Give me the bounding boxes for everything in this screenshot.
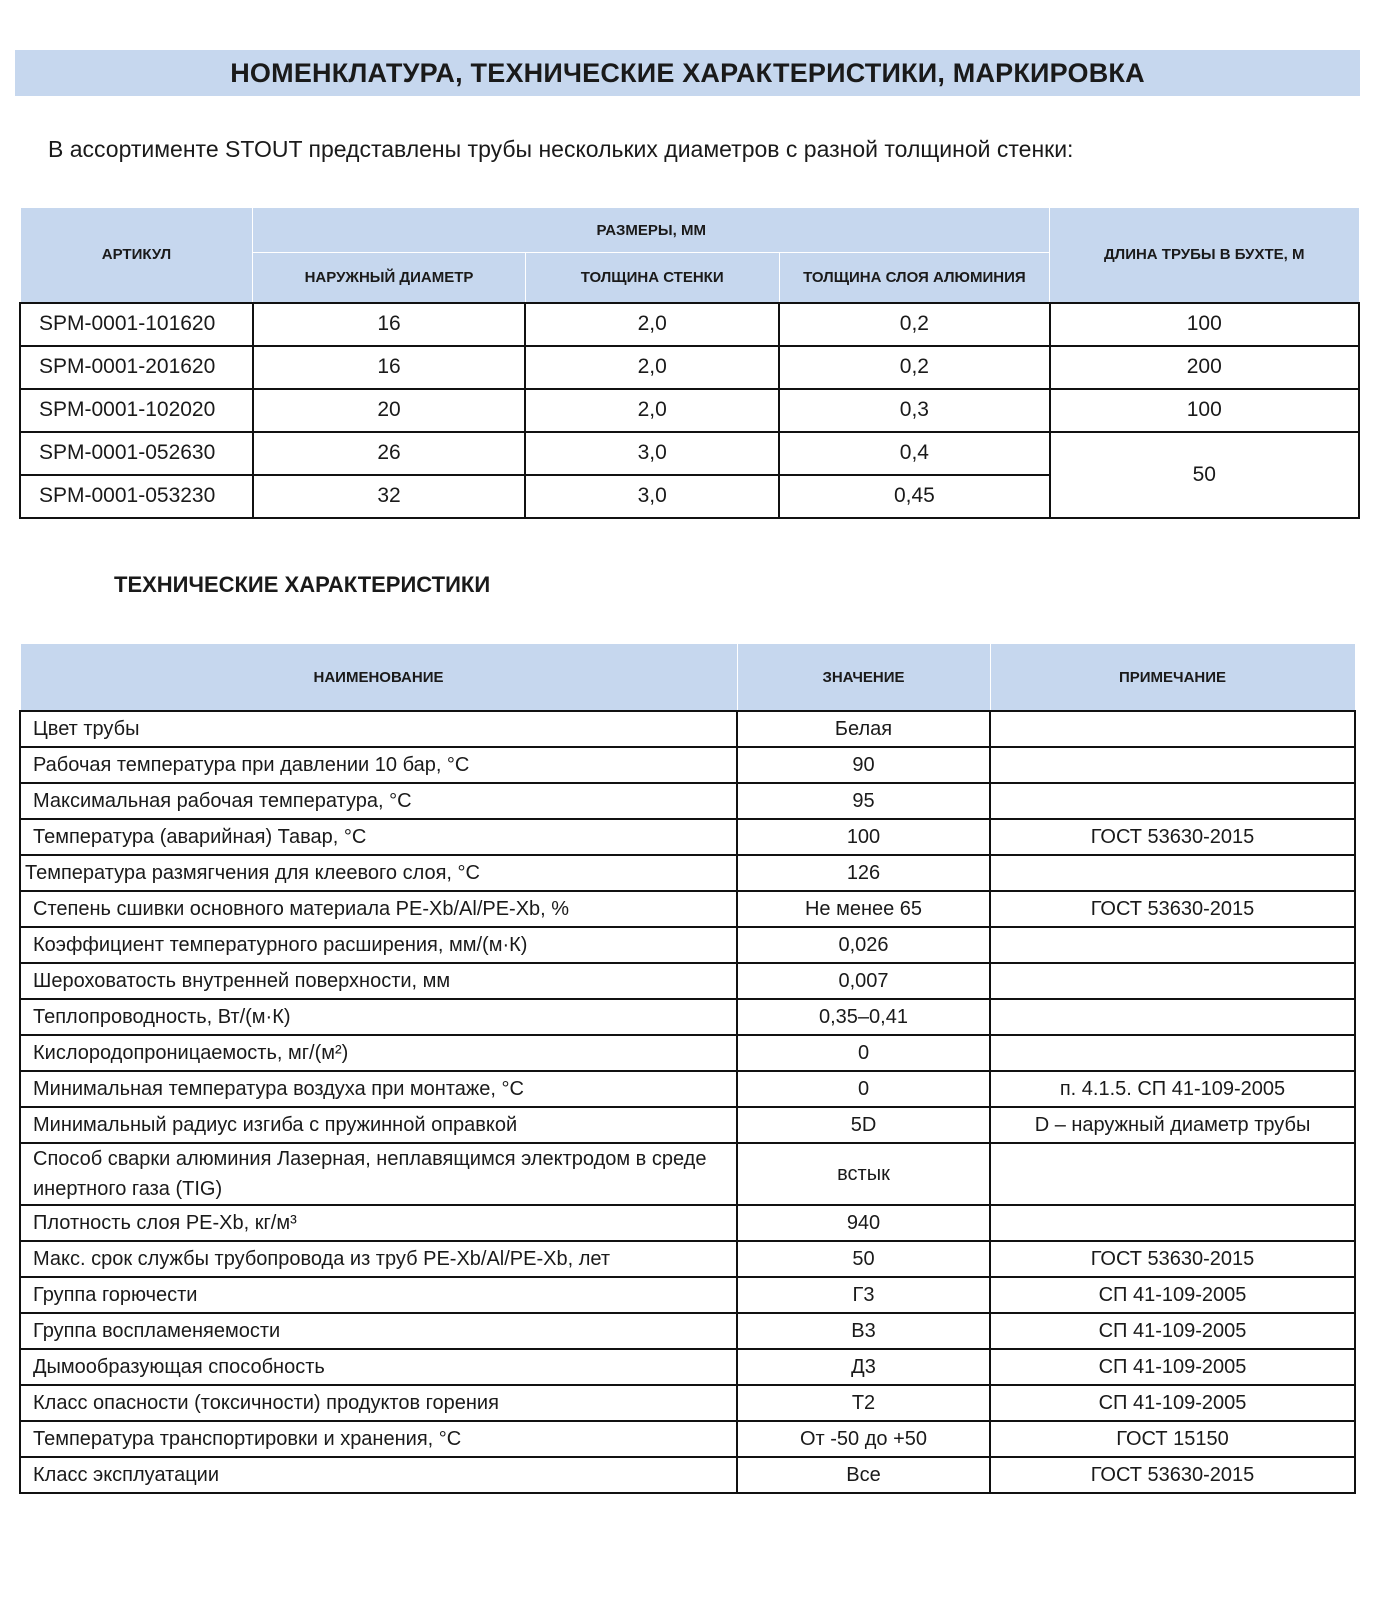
page-title: НОМЕНКЛАТУРА, ТЕХНИЧЕСКИЕ ХАРАКТЕРИСТИКИ, МАРКИРОВКА <box>230 57 1145 88</box>
spec-value: 0,35–0,41 <box>737 999 990 1035</box>
spec-note: ГОСТ 53630-2015 <box>990 819 1355 855</box>
table-row <box>20 1071 1355 1107</box>
article-cell: SPM-0001-101620 <box>20 303 253 346</box>
table-row <box>20 819 1355 855</box>
header-name: НАИМЕНОВАНИЕ <box>20 644 737 712</box>
spec-value: 0,007 <box>737 963 990 999</box>
header-wall-thickness: ТОЛЩИНА СТЕНКИ <box>525 253 779 303</box>
spec-name: Минимальная температура воздуха при монтаже, °С <box>20 1071 737 1107</box>
spec-note <box>990 747 1355 783</box>
table-row <box>20 747 1355 783</box>
outer-diameter-cell: 32 <box>253 475 525 518</box>
spec-name: Рабочая температура при давлении 10 бар, °С <box>20 747 737 783</box>
outer-diameter-cell: 16 <box>253 346 525 389</box>
header-value: ЗНАЧЕНИЕ <box>737 644 990 712</box>
spec-note <box>990 711 1355 747</box>
spec-value: Не менее 65 <box>737 891 990 927</box>
spec-note: п. 4.1.5. СП 41-109-2005 <box>990 1071 1355 1107</box>
spec-name: Группа воспламеняемости <box>20 1313 737 1349</box>
spec-value: 0,026 <box>737 927 990 963</box>
spec-value: Г3 <box>737 1277 990 1313</box>
table-row <box>20 963 1355 999</box>
spec-note <box>990 783 1355 819</box>
table-row <box>20 1313 1355 1349</box>
nomenclature-table <box>19 207 1360 519</box>
table-row <box>20 1205 1355 1241</box>
table-row <box>20 1385 1355 1421</box>
outer-diameter-cell: 20 <box>253 389 525 432</box>
table-row <box>20 1421 1355 1457</box>
page-title-banner <box>15 50 1360 96</box>
wall-thickness-cell: 3,0 <box>525 432 779 475</box>
specs-section-title: ТЕХНИЧЕСКИЕ ХАРАКТЕРИСТИКИ <box>114 572 491 597</box>
spec-note <box>990 1205 1355 1241</box>
table-row <box>20 783 1355 819</box>
spec-name: Плотность слоя PE-Xb, кг/м³ <box>20 1205 737 1241</box>
spec-name: Класс эксплуатации <box>20 1457 737 1493</box>
spec-name: Группа горючести <box>20 1277 737 1313</box>
spec-value: встык <box>737 1143 990 1205</box>
table-row <box>20 999 1355 1035</box>
wall-thickness-cell: 2,0 <box>525 303 779 346</box>
table-row <box>20 855 1355 891</box>
spec-name: Шероховатость внутренней поверхности, мм <box>20 963 737 999</box>
table-row <box>20 711 1355 747</box>
spec-note: ГОСТ 15150 <box>990 1421 1355 1457</box>
spec-value: 126 <box>737 855 990 891</box>
article-cell: SPM-0001-053230 <box>20 475 253 518</box>
aluminum-layer-cell: 0,4 <box>779 432 1049 475</box>
spec-value: От -50 до +50 <box>737 1421 990 1457</box>
coil-length-cell: 100 <box>1050 303 1360 346</box>
aluminum-layer-cell: 0,2 <box>779 346 1049 389</box>
table-row <box>20 389 1359 432</box>
coil-length-cell: 200 <box>1050 346 1360 389</box>
table-row <box>20 1457 1355 1493</box>
spec-value: 940 <box>737 1205 990 1241</box>
spec-name: Кислородопроницаемость, мг/(м²) <box>20 1035 737 1071</box>
spec-note: ГОСТ 53630-2015 <box>990 1457 1355 1493</box>
spec-value: 90 <box>737 747 990 783</box>
spec-name: Способ сварки алюминия Лазерная, неплавящимся электродом в среде инертного газа (TIG) <box>20 1143 737 1205</box>
spec-name: Температура размягчения для клеевого слоя, °С <box>20 855 737 891</box>
spec-name: Макс. срок службы трубопровода из труб PE-Xb/Al/PE-Xb, лет <box>20 1241 737 1277</box>
spec-note: D – наружный диаметр трубы <box>990 1107 1355 1143</box>
spec-name: Максимальная рабочая температура, °С <box>20 783 737 819</box>
spec-value: Все <box>737 1457 990 1493</box>
spec-name: Класс опасности (токсичности) продуктов горения <box>20 1385 737 1421</box>
wall-thickness-cell: 2,0 <box>525 389 779 432</box>
specs-table <box>19 643 1356 1494</box>
spec-note: ГОСТ 53630-2015 <box>990 891 1355 927</box>
outer-diameter-cell: 26 <box>253 432 525 475</box>
spec-note: СП 41-109-2005 <box>990 1349 1355 1385</box>
header-note: ПРИМЕЧАНИЕ <box>990 644 1355 712</box>
spec-name: Коэффициент температурного расширения, мм/(м·К) <box>20 927 737 963</box>
coil-length-cell: 100 <box>1050 389 1360 432</box>
spec-name: Температура (аварийная) Тавар, °С <box>20 819 737 855</box>
spec-name: Минимальный радиус изгиба с пружинной оправкой <box>20 1107 737 1143</box>
table-row <box>20 432 1359 475</box>
spec-name: Цвет трубы <box>20 711 737 747</box>
spec-name: Степень сшивки основного материала PE-Xb/Al/PE-Xb, % <box>20 891 737 927</box>
spec-value: 0 <box>737 1035 990 1071</box>
article-cell: SPM-0001-201620 <box>20 346 253 389</box>
table-row <box>20 1277 1355 1313</box>
table-row <box>20 891 1355 927</box>
spec-value: Белая <box>737 711 990 747</box>
aluminum-layer-cell: 0,45 <box>779 475 1049 518</box>
wall-thickness-cell: 2,0 <box>525 346 779 389</box>
spec-note: ГОСТ 53630-2015 <box>990 1241 1355 1277</box>
table-row <box>20 927 1355 963</box>
spec-name: Дымообразующая способность <box>20 1349 737 1385</box>
table-row <box>20 1035 1355 1071</box>
header-article: АРТИКУЛ <box>20 208 253 303</box>
outer-diameter-cell: 16 <box>253 303 525 346</box>
spec-value: Т2 <box>737 1385 990 1421</box>
spec-note: СП 41-109-2005 <box>990 1277 1355 1313</box>
article-cell: SPM-0001-102020 <box>20 389 253 432</box>
spec-note <box>990 1143 1355 1205</box>
spec-value: В3 <box>737 1313 990 1349</box>
spec-note <box>990 963 1355 999</box>
spec-value: 100 <box>737 819 990 855</box>
spec-value: Д3 <box>737 1349 990 1385</box>
spec-name: Температура транспортировки и хранения, °С <box>20 1421 737 1457</box>
spec-note: СП 41-109-2005 <box>990 1385 1355 1421</box>
header-coil-length: ДЛИНА ТРУБЫ В БУХТЕ, М <box>1050 208 1360 303</box>
coil-length-cell-merged: 50 <box>1050 432 1360 518</box>
header-outer-diameter: НАРУЖНЫЙ ДИАМЕТР <box>253 253 525 303</box>
spec-value: 50 <box>737 1241 990 1277</box>
intro-text: В ассортименте STOUT представлены трубы нескольких диаметров с разной толщиной стенки: <box>48 136 1074 162</box>
table-row <box>20 1107 1355 1143</box>
table-row <box>20 1241 1355 1277</box>
header-sizes-group: РАЗМЕРЫ, ММ <box>253 208 1050 253</box>
spec-note <box>990 927 1355 963</box>
table-row <box>20 346 1359 389</box>
table-row <box>20 303 1359 346</box>
spec-note <box>990 999 1355 1035</box>
table-row <box>20 1143 1355 1205</box>
header-aluminum-layer: ТОЛЩИНА СЛОЯ АЛЮМИНИЯ <box>779 253 1049 303</box>
spec-value: 0 <box>737 1071 990 1107</box>
spec-note <box>990 1035 1355 1071</box>
spec-value: 5D <box>737 1107 990 1143</box>
spec-note <box>990 855 1355 891</box>
aluminum-layer-cell: 0,3 <box>779 389 1049 432</box>
spec-note: СП 41-109-2005 <box>990 1313 1355 1349</box>
spec-value: 95 <box>737 783 990 819</box>
spec-name: Теплопроводность, Вт/(м·К) <box>20 999 737 1035</box>
table-row <box>20 1349 1355 1385</box>
article-cell: SPM-0001-052630 <box>20 432 253 475</box>
aluminum-layer-cell: 0,2 <box>779 303 1049 346</box>
wall-thickness-cell: 3,0 <box>525 475 779 518</box>
